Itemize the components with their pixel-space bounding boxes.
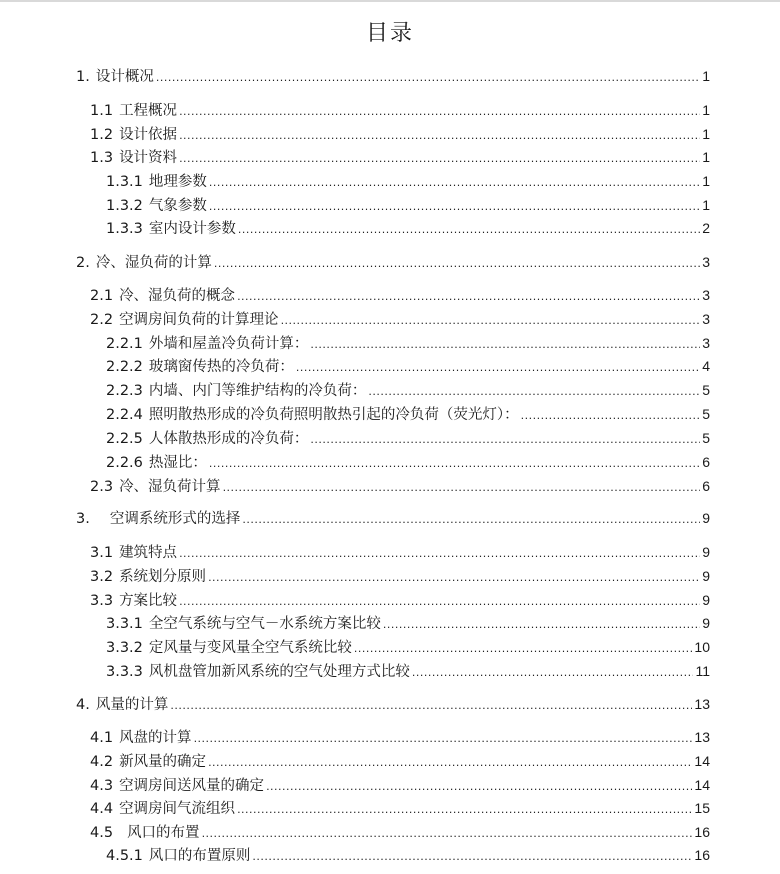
dot-leader bbox=[179, 102, 700, 120]
toc-label: 设计概况 bbox=[95, 69, 154, 85]
toc-number: 2.1 bbox=[90, 288, 114, 304]
toc-page-number: 16 bbox=[694, 847, 710, 863]
dot-leader bbox=[209, 454, 700, 472]
toc-label: 全空气系统与空气－水系统方案比较 bbox=[148, 616, 381, 632]
toc-label: 设计依据 bbox=[119, 127, 178, 143]
toc-label: 空调系统形式的选择 bbox=[109, 511, 241, 527]
dot-leader bbox=[368, 382, 700, 400]
toc-number: 3.1 bbox=[90, 545, 114, 561]
dot-leader bbox=[237, 800, 692, 818]
toc-page-number: 9 bbox=[702, 568, 710, 584]
toc-page-number: 1 bbox=[702, 126, 710, 142]
toc-page-number: 16 bbox=[694, 824, 710, 840]
toc-label: 风口的布置原则 bbox=[148, 848, 251, 864]
toc-page-number: 1 bbox=[702, 197, 710, 213]
toc-entry[interactable] bbox=[90, 822, 710, 842]
toc-page-number: 2 bbox=[702, 220, 710, 236]
toc-number: 1. bbox=[76, 69, 90, 85]
toc-label: 风盘的计算 bbox=[119, 730, 192, 746]
toc-number: 4.3 bbox=[90, 778, 114, 794]
toc-number: 2.2.2 bbox=[106, 359, 143, 375]
toc-number: 1.3.3 bbox=[106, 221, 143, 237]
toc-number: 3.3.3 bbox=[106, 664, 143, 680]
toc-entry[interactable] bbox=[106, 333, 710, 353]
toc-label: 冷、湿负荷的概念 bbox=[119, 288, 236, 304]
toc-page-number: 14 bbox=[694, 753, 710, 769]
toc-label: 空调房间负荷的计算理论 bbox=[119, 312, 279, 328]
toc-entry[interactable] bbox=[90, 590, 710, 610]
toc-entry[interactable] bbox=[90, 100, 710, 120]
dot-leader bbox=[214, 254, 700, 272]
toc-entry[interactable] bbox=[106, 218, 710, 238]
toc-label: 工程概况 bbox=[119, 103, 178, 119]
toc-entry[interactable] bbox=[76, 694, 710, 714]
dot-leader bbox=[208, 753, 692, 771]
dot-leader bbox=[242, 510, 700, 528]
toc-number: 1.3.1 bbox=[106, 174, 143, 190]
toc-number: 4.1 bbox=[90, 730, 114, 746]
toc-entry[interactable] bbox=[90, 124, 710, 144]
dot-leader bbox=[310, 430, 700, 448]
dot-leader bbox=[383, 615, 700, 633]
dot-leader bbox=[179, 149, 700, 167]
toc-label: 室内设计参数 bbox=[148, 221, 236, 237]
toc-page-number: 3 bbox=[702, 311, 710, 327]
toc-page-number: 10 bbox=[694, 639, 710, 655]
toc-number: 1.1 bbox=[90, 103, 114, 119]
dot-leader bbox=[223, 478, 701, 496]
toc-entry[interactable] bbox=[106, 845, 710, 865]
toc-label: 地理参数 bbox=[148, 174, 207, 190]
dot-leader bbox=[194, 729, 693, 747]
toc-number: 2.2.4 bbox=[106, 407, 143, 423]
toc-label: 热湿比： bbox=[148, 455, 207, 471]
toc-label: 冷、湿负荷计算 bbox=[119, 479, 221, 495]
toc-label: 定风量与变风量全空气系统比较 bbox=[148, 640, 352, 656]
toc-entry[interactable] bbox=[90, 751, 710, 771]
dot-leader bbox=[266, 777, 692, 795]
toc-number: 1.2 bbox=[90, 127, 114, 143]
toc-number: 2.2.1 bbox=[106, 336, 143, 352]
toc-label: 冷、湿负荷的计算 bbox=[95, 255, 212, 271]
dot-leader bbox=[354, 639, 693, 657]
toc-entry[interactable] bbox=[76, 66, 710, 86]
toc-entry[interactable] bbox=[90, 798, 710, 818]
dot-leader bbox=[209, 173, 700, 191]
toc-label: 新风量的确定 bbox=[119, 754, 207, 770]
toc-label: 建筑特点 bbox=[119, 545, 178, 561]
toc-entry[interactable] bbox=[90, 476, 710, 496]
toc-number: 4.2 bbox=[90, 754, 114, 770]
toc-label: 内墙、内门等维护结构的冷负荷： bbox=[148, 383, 367, 399]
toc-label: 玻璃窗传热的冷负荷： bbox=[148, 359, 294, 375]
toc-number: 3.3.2 bbox=[106, 640, 143, 656]
toc-page-number: 9 bbox=[702, 510, 710, 526]
toc-page-number: 9 bbox=[702, 592, 710, 608]
toc-label: 风量的计算 bbox=[95, 697, 169, 713]
toc-number: 2.3 bbox=[90, 479, 114, 495]
toc-label: 外墙和屋盖冷负荷计算： bbox=[148, 336, 309, 352]
toc-number: 1.3 bbox=[90, 150, 114, 166]
toc-entry[interactable] bbox=[106, 356, 710, 376]
toc-entry[interactable] bbox=[106, 452, 710, 472]
dot-leader bbox=[412, 663, 694, 681]
toc-entry[interactable] bbox=[106, 380, 710, 400]
toc-number: 2. bbox=[76, 255, 90, 271]
toc-entry[interactable] bbox=[76, 252, 710, 272]
toc-number: 4. bbox=[76, 697, 90, 713]
toc-page-number: 1 bbox=[702, 102, 710, 118]
dot-leader bbox=[237, 287, 700, 305]
dot-leader bbox=[252, 847, 692, 865]
toc-label: 设计资料 bbox=[119, 150, 178, 166]
dot-leader bbox=[179, 544, 700, 562]
toc-page-number: 6 bbox=[702, 478, 710, 494]
dot-leader bbox=[170, 696, 692, 714]
toc-label: 照明散热形成的冷负荷照明散热引起的冷负荷（荧光灯）： bbox=[148, 407, 519, 423]
toc-entry[interactable] bbox=[106, 195, 710, 215]
toc-page-number: 5 bbox=[702, 430, 710, 446]
toc-number: 2.2 bbox=[90, 312, 114, 328]
toc-page-number: 9 bbox=[702, 615, 710, 631]
toc-label: 空调房间送风量的确定 bbox=[119, 778, 265, 794]
dot-leader bbox=[179, 126, 700, 144]
toc-entry[interactable] bbox=[90, 566, 710, 586]
toc-entry[interactable] bbox=[90, 542, 710, 562]
toc-number: 4.5.1 bbox=[106, 848, 143, 864]
toc-number: 4.5 bbox=[90, 825, 114, 841]
toc-entry[interactable] bbox=[90, 285, 710, 305]
toc-page-number: 14 bbox=[694, 777, 710, 793]
toc-number: 3. bbox=[76, 511, 90, 527]
toc-number: 2.2.3 bbox=[106, 383, 143, 399]
dot-leader bbox=[202, 824, 693, 842]
dot-leader bbox=[179, 592, 700, 610]
dot-leader bbox=[310, 335, 700, 353]
toc-entry[interactable] bbox=[106, 637, 710, 657]
toc-page-number: 3 bbox=[702, 335, 710, 351]
toc-page-number: 13 bbox=[694, 729, 710, 745]
page-title: 目录 bbox=[365, 21, 414, 46]
toc-page-number: 15 bbox=[694, 800, 710, 816]
toc-entry[interactable] bbox=[90, 309, 710, 329]
toc-label: 气象参数 bbox=[148, 198, 207, 214]
toc-page-number: 1 bbox=[702, 149, 710, 165]
toc-page-number: 4 bbox=[702, 358, 710, 374]
toc-entry[interactable] bbox=[106, 404, 710, 424]
toc-number: 1.3.2 bbox=[106, 198, 143, 214]
toc-entry[interactable] bbox=[76, 508, 710, 528]
dot-leader bbox=[208, 568, 700, 586]
toc-entry[interactable] bbox=[90, 147, 710, 167]
toc-label: 方案比较 bbox=[119, 593, 178, 609]
toc-entry[interactable] bbox=[106, 613, 710, 633]
toc-entry[interactable] bbox=[90, 775, 710, 795]
toc-entry[interactable] bbox=[90, 727, 710, 747]
dot-leader bbox=[521, 406, 701, 424]
toc-page-number: 11 bbox=[695, 663, 710, 679]
toc-label: 人体散热形成的冷负荷： bbox=[148, 431, 309, 447]
toc-label: 空调房间气流组织 bbox=[119, 801, 236, 817]
toc-page-number: 5 bbox=[702, 406, 710, 422]
toc-number: 3.2 bbox=[90, 569, 114, 585]
dot-leader bbox=[209, 197, 700, 215]
toc-page-number: 9 bbox=[702, 544, 710, 560]
toc-label: 风口的布置 bbox=[127, 825, 200, 841]
toc-page-number: 3 bbox=[702, 254, 710, 270]
dot-leader bbox=[238, 220, 700, 238]
toc-number: 3.3.1 bbox=[106, 616, 143, 632]
toc-page-number: 6 bbox=[702, 454, 710, 470]
toc-entry[interactable] bbox=[106, 428, 710, 448]
toc-number: 2.2.6 bbox=[106, 455, 143, 471]
toc-label: 风机盘管加新风系统的空气处理方式比较 bbox=[148, 664, 410, 680]
toc-page-number: 3 bbox=[702, 287, 710, 303]
toc-number: 4.4 bbox=[90, 801, 114, 817]
toc-number: 2.2.5 bbox=[106, 431, 143, 447]
dot-leader bbox=[281, 311, 701, 329]
toc-page-number: 5 bbox=[702, 382, 710, 398]
dot-leader bbox=[156, 68, 700, 86]
toc-entry[interactable] bbox=[106, 171, 710, 191]
toc-entry[interactable] bbox=[106, 661, 710, 681]
toc-page-number: 1 bbox=[702, 173, 710, 189]
dot-leader bbox=[296, 358, 700, 376]
toc-number: 3.3 bbox=[90, 593, 114, 609]
toc-page-number: 1 bbox=[702, 68, 710, 84]
toc-page-number: 13 bbox=[694, 696, 710, 712]
toc-label: 系统划分原则 bbox=[119, 569, 207, 585]
